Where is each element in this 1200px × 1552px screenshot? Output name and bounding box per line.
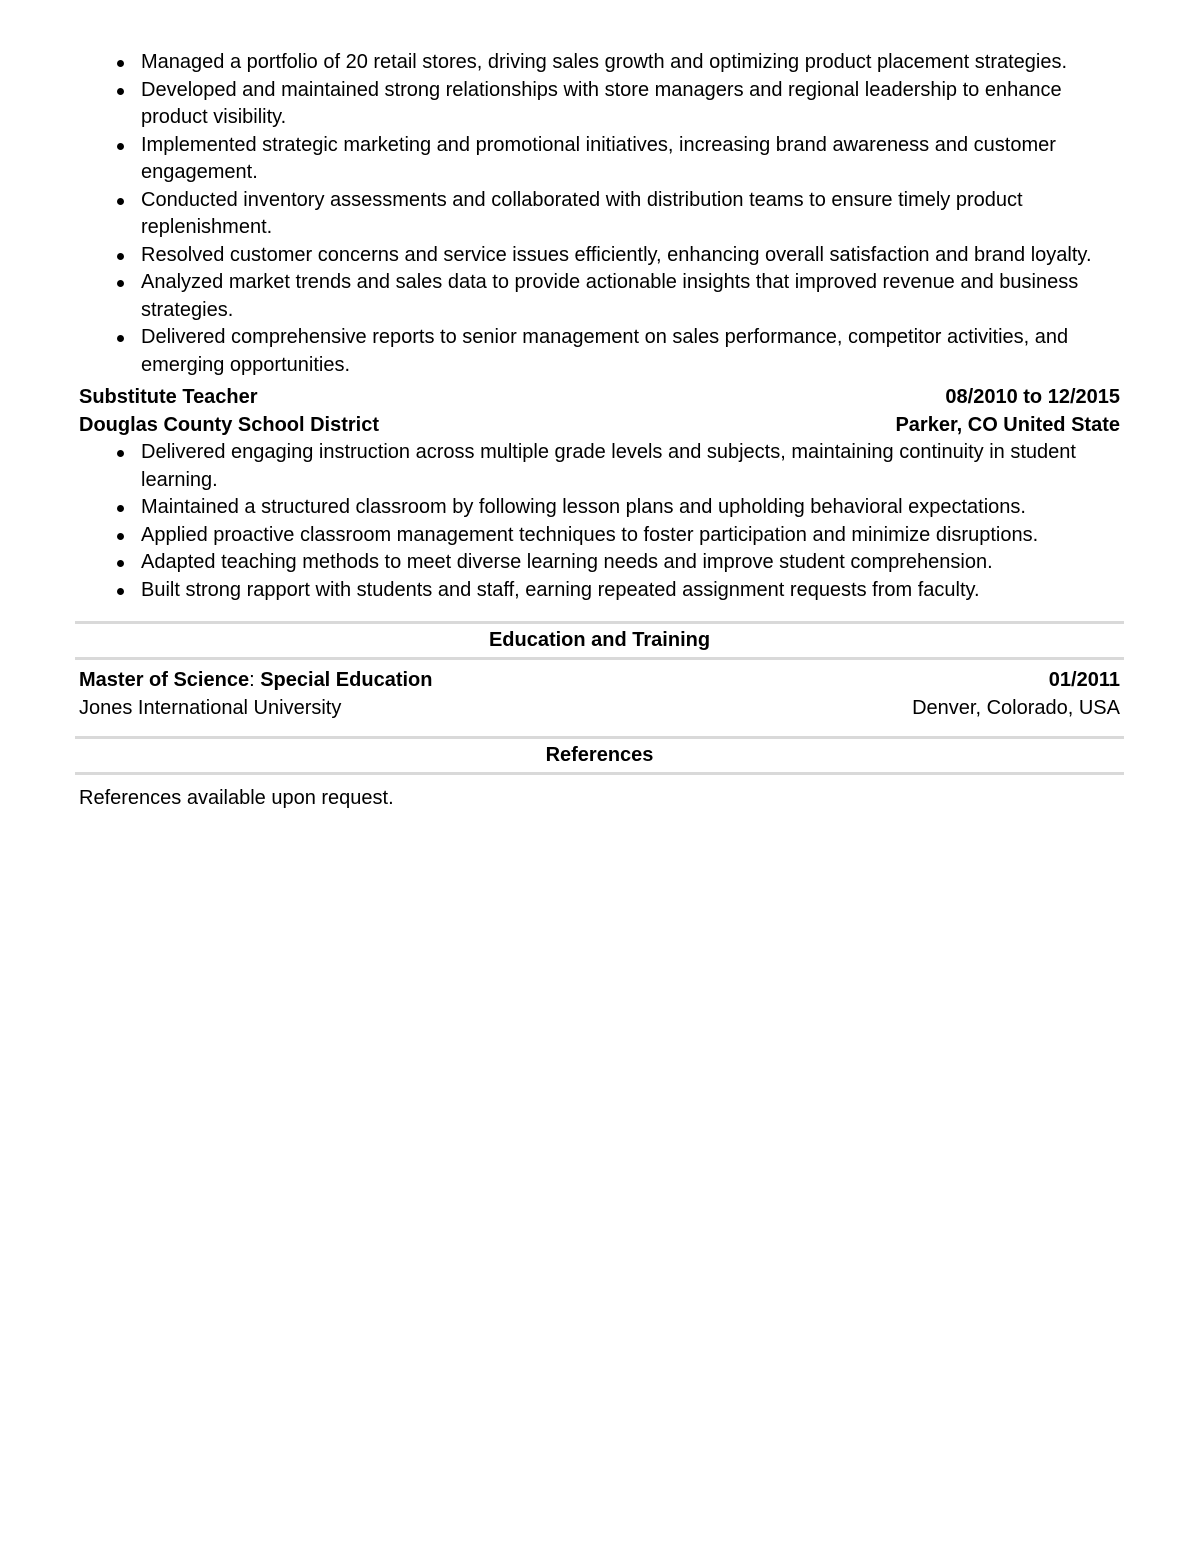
resume-content <box>79 49 1120 812</box>
retail-bullet-list <box>79 49 1120 379</box>
experience-entry-retail <box>79 49 1120 379</box>
references-section-heading: References <box>75 736 1124 775</box>
bullet-icon <box>117 143 124 150</box>
bullet-icon <box>117 560 124 567</box>
list-item <box>79 77 1120 132</box>
experience-entry-substitute-teacher <box>79 384 1120 604</box>
bullet-icon <box>117 60 124 67</box>
bullet-text: Implemented strategic marketing and promotional initiatives, increasing brand awareness and customer engagement. <box>141 133 1056 183</box>
degree-separator: : <box>249 669 255 691</box>
school-location: Denver, Colorado, USA <box>912 697 1120 719</box>
list-item <box>79 269 1120 324</box>
education-section-heading: Education and Training <box>75 621 1124 660</box>
bullet-icon <box>117 505 124 512</box>
teacher-bullet-list <box>79 439 1120 604</box>
bullet-icon <box>117 88 124 95</box>
bullet-text: Maintained a structured classroom by following lesson plans and upholding behavioral expectations. <box>141 496 1026 518</box>
job-employer-row <box>79 412 1120 440</box>
degree-line <box>79 666 432 694</box>
bullet-icon <box>117 533 124 540</box>
bullet-text: Delivered comprehensive reports to senior management on sales performance, competitor activities, and emerging opportunities. <box>141 326 1069 376</box>
degree-name: Master of Science <box>79 669 250 691</box>
list-item <box>79 549 1120 577</box>
bullet-text: Adapted teaching methods to meet diverse learning needs and improve student comprehension. <box>141 551 993 573</box>
job-dates: 08/2010 to 12/2015 <box>945 386 1120 408</box>
degree-field: Special Education <box>260 669 433 691</box>
list-item <box>79 439 1120 494</box>
bullet-text: Managed a portfolio of 20 retail stores, driving sales growth and optimizing product placement strategies. <box>141 51 1068 73</box>
school-name: Jones International University <box>79 697 342 719</box>
list-item <box>79 577 1120 605</box>
list-item <box>79 49 1120 77</box>
bullet-text: Resolved customer concerns and service issues efficiently, enhancing overall satisfaction and brand loyalty. <box>141 243 1092 266</box>
bullet-text: Built strong rapport with students and staff, earning repeated assignment requests from faculty. <box>141 578 980 601</box>
degree-row <box>79 666 1120 694</box>
bullet-icon <box>117 335 124 342</box>
bullet-text: Developed and maintained strong relationships with store managers and regional leadership to enhance product visibility. <box>141 78 1062 128</box>
job-title-row <box>79 384 1120 412</box>
bullet-icon <box>117 280 124 287</box>
list-item <box>79 324 1120 379</box>
list-item <box>79 242 1120 270</box>
list-item <box>79 494 1120 522</box>
bullet-icon <box>117 588 124 595</box>
list-item <box>79 132 1120 187</box>
references-text: References available upon request. <box>79 787 394 809</box>
bullet-text: Applied proactive classroom management techniques to foster participation and minimize disruptions. <box>141 523 1039 546</box>
bullet-icon <box>117 450 124 457</box>
bullet-text: Analyzed market trends and sales data to provide actionable insights that improved revenue and business strategies. <box>141 271 1079 321</box>
employer-name: Douglas County School District <box>79 413 380 436</box>
job-title: Substitute Teacher <box>79 386 258 408</box>
list-item <box>79 522 1120 550</box>
bullet-text: Delivered engaging instruction across multiple grade levels and subjects, maintaining continuity in student learning. <box>141 441 1076 491</box>
bullet-icon <box>117 198 124 205</box>
bullet-icon <box>117 253 124 260</box>
bullet-text: Conducted inventory assessments and collaborated with distribution teams to ensure timely product replenishment. <box>141 188 1023 238</box>
job-location: Parker, CO United State <box>895 413 1120 436</box>
school-row <box>79 694 1120 722</box>
degree-date: 01/2011 <box>1048 669 1120 691</box>
list-item <box>79 187 1120 242</box>
